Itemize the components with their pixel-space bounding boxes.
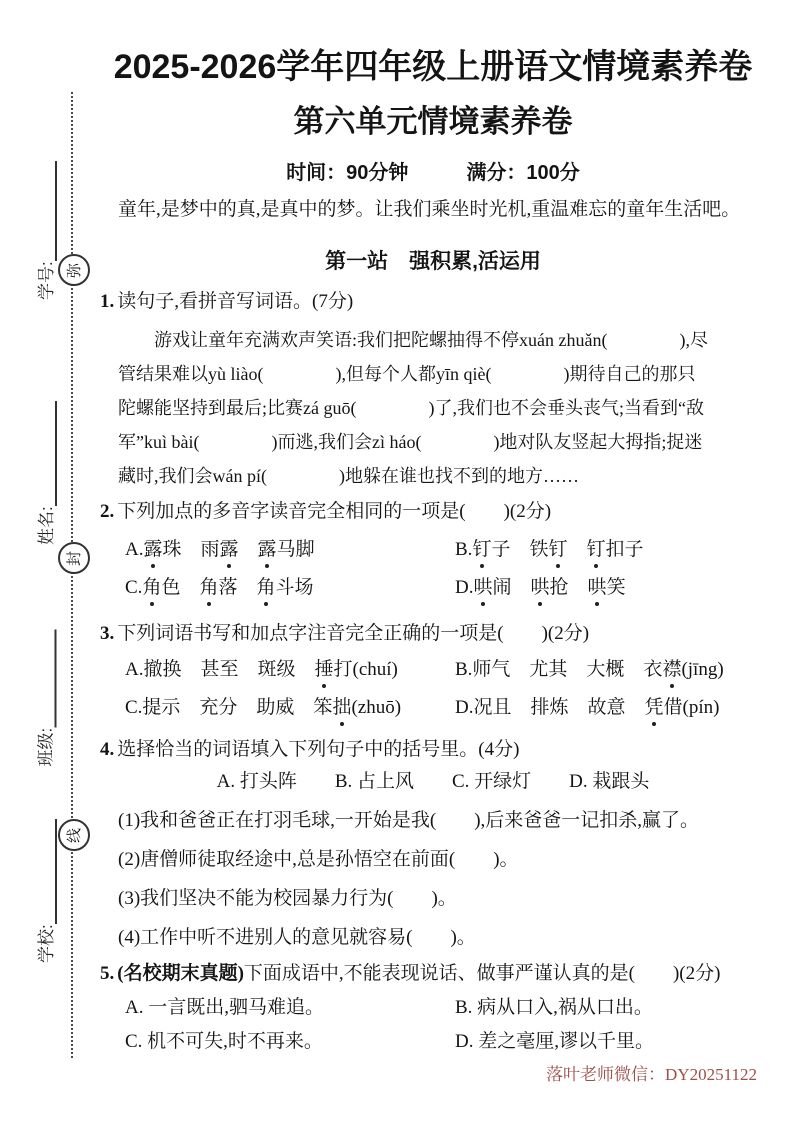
name-label: 姓名: (37, 506, 56, 545)
school-field (33, 787, 57, 963)
option-c: C.角色 角落 角斗场 (125, 575, 455, 613)
footer-contact: 落叶老师微信：DY20251122 (546, 1065, 757, 1084)
option-b: B.师气 尤其 大概 衣襟(jīng) (455, 657, 724, 695)
question-1-stem: 读句子,看拼音写词语。(7分) (117, 291, 354, 312)
pinyin-paragraph (100, 323, 766, 493)
seal-dotted-line (71, 92, 73, 1058)
option-row (125, 575, 766, 613)
student-id-field (33, 132, 57, 300)
question-4-number: 4. (100, 739, 115, 760)
question-3-number: 3. (100, 623, 115, 644)
option-row (125, 995, 766, 1029)
time-label: 时间：90分钟 (286, 162, 409, 184)
sub-item-3: (3)我们坚决不能为校园暴力行为( )。 (118, 888, 457, 909)
question-2-stem: 下列加点的多音字读音完全相同的一项是( )(2分) (117, 501, 552, 522)
question-5 (100, 961, 766, 987)
option-a: A. 一言既出,驷马难追。 (125, 997, 324, 1018)
section-1-header: 第一站 强积累,活运用 (325, 250, 541, 273)
page-title: 2025-2026学年四年级上册语文情境素养卷 (113, 48, 753, 86)
question-1-number: 1. (100, 291, 115, 312)
option-a: A.撤换 甚至 斑级 捶打(chuí) (125, 657, 455, 695)
question-4-stem: 选择恰当的词语填入下列句子中的括号里。(4分) (117, 739, 520, 760)
option-row (125, 1029, 766, 1063)
para-line: 游戏让童年充满欢声笑语:我们把陀螺抽得不停xuán zhuǎn( ),尽 (154, 330, 708, 350)
question-5-options (125, 995, 766, 1063)
option-c: C.提示 充分 助威 笨拙(zhuō) (125, 695, 455, 733)
name-field (33, 373, 57, 545)
question-1 (100, 289, 766, 315)
question-5-stem: 下面成语中,不能表现说话、做事严谨认真的是( )(2分) (243, 963, 721, 984)
score-label: 满分：100分 (466, 162, 580, 184)
class-label: 班级: (36, 727, 56, 767)
seal-circle-xian-char: 线 (66, 827, 84, 843)
sub-item-2: (2)唐僧师徒取经途中,总是孙悟空在前面( )。 (118, 849, 519, 870)
sub-item-1: (1)我和爸爸正在打羽毛球,一开始是我( ),后来爸爸一记扣杀,赢了。 (118, 810, 700, 831)
exam-meta (100, 161, 766, 185)
question-3-options (125, 657, 766, 733)
class-field (33, 600, 57, 767)
seal-circle-feng (58, 542, 90, 574)
option-c: C. 机不可失,时不再来。 (125, 1031, 323, 1052)
option-d: D.况且 排炼 故意 凭借(pín) (455, 695, 719, 733)
exam-subtitle: 第六单元情境素养卷 (293, 104, 573, 139)
question-4 (100, 737, 766, 763)
question-3-stem: 下列词语书写和加点字注音完全正确的一项是( )(2分) (117, 623, 590, 644)
class-blank-line (37, 630, 57, 728)
para-line: 军”kuì bài( )而逃,我们会zì háo( )地对队友竖起大拇指;捉迷 (118, 432, 703, 452)
question-3 (100, 621, 766, 647)
question-5-number: 5. (100, 963, 115, 984)
school-label: 学校: (37, 924, 56, 963)
option-d: D.哄闹 哄抢 哄笑 (455, 575, 626, 613)
sub-item-4: (4)工作中听不进别人的意见就容易( )。 (118, 927, 476, 948)
question-4-items (100, 807, 766, 951)
option-row (125, 695, 766, 733)
student-id-blank-line (37, 161, 57, 261)
para-line: 陀螺能坚持到最后;比赛zá guō( )了,我们也不会垂头丧气;当看到“敌 (118, 398, 704, 418)
question-2 (100, 499, 766, 525)
school-blank-line (37, 819, 57, 924)
word-bank: A. 打头阵 B. 占上风 C. 开绿灯 D. 栽跟头 (216, 771, 650, 792)
name-blank-line (37, 401, 57, 506)
intro-text: 童年,是梦中的真,是真中的梦。让我们乘坐时光机,重温难忘的童年生活吧。 (118, 199, 741, 220)
question-5-source-tag: (名校期末真题) (117, 963, 244, 984)
option-row (125, 537, 766, 575)
para-line: 藏时,我们会wán pí( )地躲在谁也找不到的地方…… (118, 466, 579, 486)
option-a: A.露珠 雨露 露马脚 (125, 537, 455, 575)
student-id-label: 学号: (37, 261, 56, 300)
option-b: B.钉子 铁钉 钉扣子 (455, 537, 644, 575)
seal-circle-mi-char: 弥 (66, 262, 84, 278)
option-d: D. 差之毫厘,谬以千里。 (455, 1031, 654, 1052)
para-line: 管结果难以yù liào( ),但每个人都yīn qiè( )期待自己的那只 (118, 364, 696, 384)
exam-content (100, 0, 766, 1063)
question-2-number: 2. (100, 501, 115, 522)
option-b: B. 病从口入,祸从口出。 (455, 997, 653, 1018)
question-2-options (125, 537, 766, 613)
seal-circle-feng-char: 封 (66, 550, 84, 566)
option-row (125, 657, 766, 695)
seal-circle-xian (58, 819, 90, 851)
seal-circle-mi (58, 254, 90, 286)
